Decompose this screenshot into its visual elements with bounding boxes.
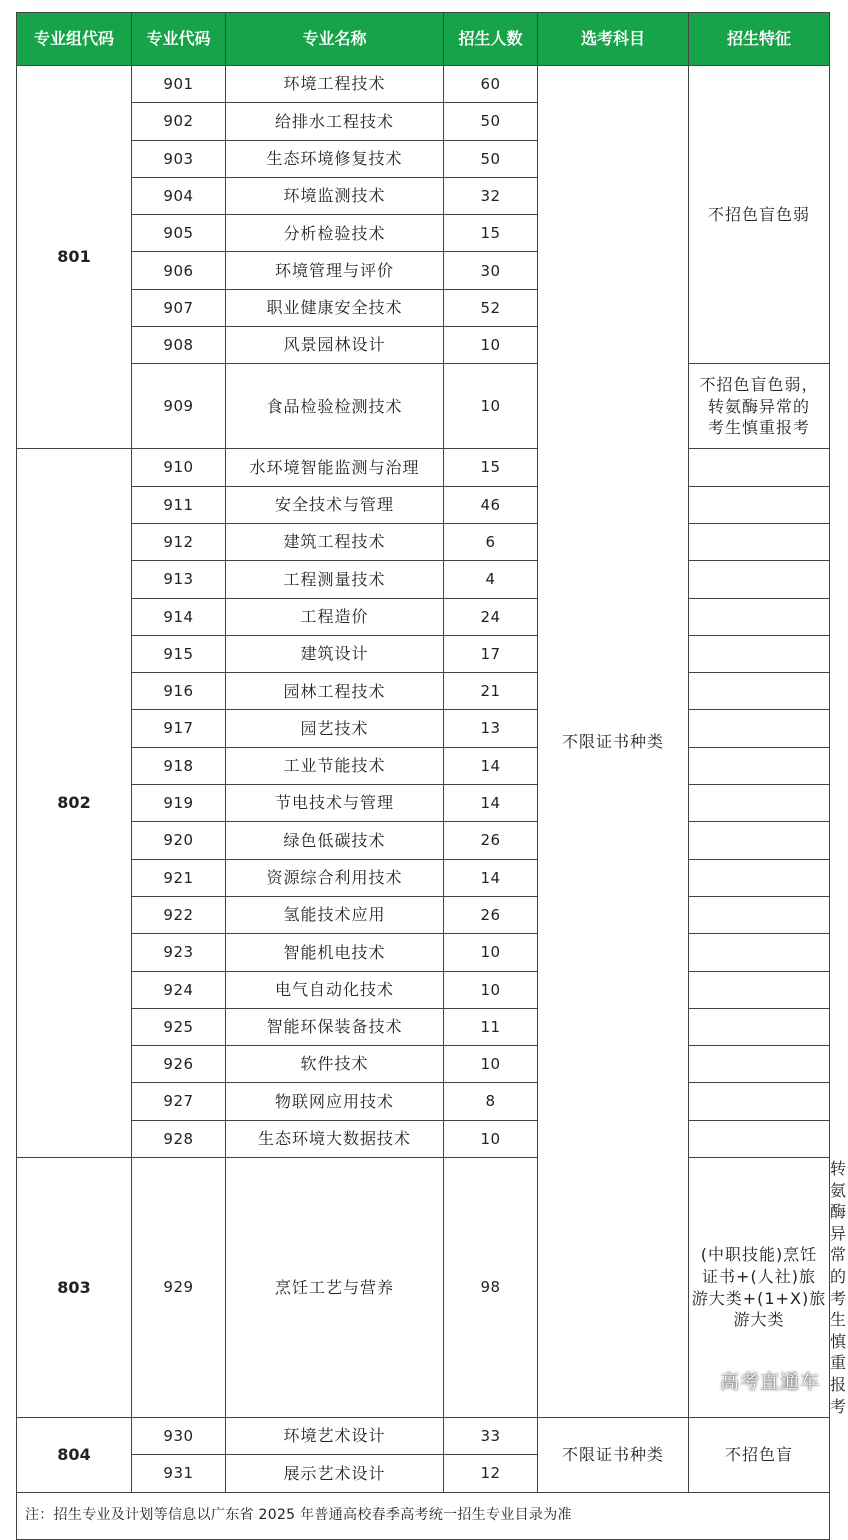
feature-804: 不招色盲	[689, 1418, 830, 1493]
major-name: 建筑工程技术	[226, 523, 444, 560]
feature-empty	[689, 785, 830, 822]
enrollment-count: 8	[444, 1083, 538, 1120]
major-code: 908	[132, 327, 226, 364]
table-row	[17, 747, 830, 784]
major-name: 资源综合利用技术	[226, 859, 444, 896]
enrollment-count: 6	[444, 523, 538, 560]
table-header-row	[17, 13, 830, 66]
major-code: 923	[132, 934, 226, 971]
enrollment-count: 13	[444, 710, 538, 747]
major-code: 906	[132, 252, 226, 289]
table-row	[17, 561, 830, 598]
feature-line: 不招色盲色弱，	[699, 374, 819, 394]
major-code: 922	[132, 896, 226, 933]
enrollment-count: 24	[444, 598, 538, 635]
feature-colorblind: 不招色盲色弱	[689, 66, 830, 364]
group-code-801: 801	[17, 66, 132, 449]
major-code: 930	[132, 1418, 226, 1455]
subject-line: 证书+(人社)旅	[702, 1266, 816, 1286]
major-code: 905	[132, 215, 226, 252]
table-row	[17, 1008, 830, 1045]
major-code: 902	[132, 103, 226, 140]
major-code: 925	[132, 1008, 226, 1045]
table-row	[17, 364, 830, 449]
table-row	[17, 785, 830, 822]
table-row	[17, 486, 830, 523]
major-code: 904	[132, 177, 226, 214]
major-name: 电气自动化技术	[226, 971, 444, 1008]
enrollment-count: 30	[444, 252, 538, 289]
feature-empty	[689, 859, 830, 896]
major-name: 职业健康安全技术	[226, 289, 444, 326]
major-code: 909	[132, 364, 226, 449]
major-name: 环境监测技术	[226, 177, 444, 214]
watermark-text: 高考直通车	[719, 1371, 820, 1393]
table-row: 803 929 烹饪工艺与营养 98 (中职技能)烹饪 证书+(人社)旅 游大类+(1+X)旅 游大类 转氨酶异常的 考生慎重报考	[17, 1158, 830, 1418]
table-row	[17, 1120, 830, 1157]
feature-empty	[689, 934, 830, 971]
major-code: 926	[132, 1046, 226, 1083]
major-code: 912	[132, 523, 226, 560]
feature-empty	[689, 896, 830, 933]
major-name: 给排水工程技术	[226, 103, 444, 140]
feature-empty	[689, 1046, 830, 1083]
group-code-802: 802	[17, 449, 132, 1158]
subjects-unlimited: 不限证书种类	[538, 66, 689, 1418]
header-enrollment: 招生人数	[444, 13, 538, 66]
enrollment-count: 60	[444, 66, 538, 103]
feature-empty	[689, 710, 830, 747]
enrollment-count: 26	[444, 822, 538, 859]
enrollment-count: 14	[444, 859, 538, 896]
feature-empty	[689, 1083, 830, 1120]
major-code: 913	[132, 561, 226, 598]
enrollment-count: 32	[444, 177, 538, 214]
enrollment-count: 21	[444, 673, 538, 710]
enrollment-count: 50	[444, 103, 538, 140]
enrollment-count: 14	[444, 747, 538, 784]
feature-empty	[689, 635, 830, 672]
major-name: 生态环境修复技术	[226, 140, 444, 177]
major-code: 921	[132, 859, 226, 896]
table-row	[17, 1083, 830, 1120]
feature-empty	[689, 598, 830, 635]
subjects-804: 不限证书种类	[538, 1418, 689, 1493]
table-row	[17, 598, 830, 635]
feature-empty	[689, 822, 830, 859]
major-name: 风景园林设计	[226, 327, 444, 364]
table-row	[17, 971, 830, 1008]
major-code: 916	[132, 673, 226, 710]
major-code: 924	[132, 971, 226, 1008]
table-row	[17, 66, 830, 103]
major-name: 环境艺术设计	[226, 1418, 444, 1455]
subject-line: 游大类+(1+X)旅	[691, 1288, 827, 1308]
group-code-804: 804	[17, 1418, 132, 1493]
note-row	[17, 1492, 830, 1539]
table-row	[17, 1046, 830, 1083]
enrollment-count: 17	[444, 635, 538, 672]
group-code-803: 803	[17, 1158, 132, 1418]
major-name: 水环境智能监测与治理	[226, 449, 444, 486]
major-code: 915	[132, 635, 226, 672]
table-row	[17, 1418, 830, 1455]
feature-empty	[689, 673, 830, 710]
enrollment-count: 10	[444, 1046, 538, 1083]
major-name: 工程造价	[226, 598, 444, 635]
enrollment-count: 15	[444, 449, 538, 486]
major-code: 901	[132, 66, 226, 103]
enrollment-count: 12	[444, 1455, 538, 1492]
major-name: 智能环保装备技术	[226, 1008, 444, 1045]
major-name: 园艺技术	[226, 710, 444, 747]
major-name: 建筑设计	[226, 635, 444, 672]
enrollment-count: 52	[444, 289, 538, 326]
major-name: 氢能技术应用	[226, 896, 444, 933]
major-name: 分析检验技术	[226, 215, 444, 252]
admission-table-container	[16, 12, 848, 1540]
major-code: 931	[132, 1455, 226, 1492]
table-row	[17, 859, 830, 896]
enrollment-count: 46	[444, 486, 538, 523]
major-name: 生态环境大数据技术	[226, 1120, 444, 1157]
major-name: 食品检验检测技术	[226, 364, 444, 449]
table-row	[17, 635, 830, 672]
feature-empty	[689, 971, 830, 1008]
header-major-code: 专业代码	[132, 13, 226, 66]
feature-line: 考生慎重报考	[707, 418, 810, 438]
enrollment-count: 10	[444, 1120, 538, 1157]
feature-empty	[689, 449, 830, 486]
enrollment-count: 10	[444, 934, 538, 971]
subject-line: 游大类	[733, 1310, 785, 1330]
major-code: 928	[132, 1120, 226, 1157]
major-name: 环境管理与评价	[226, 252, 444, 289]
enrollment-count: 33	[444, 1418, 538, 1455]
major-code: 907	[132, 289, 226, 326]
enrollment-count: 10	[444, 327, 538, 364]
feature-empty	[689, 523, 830, 560]
major-code: 920	[132, 822, 226, 859]
major-name: 智能机电技术	[226, 934, 444, 971]
enrollment-count: 11	[444, 1008, 538, 1045]
enrollment-count: 26	[444, 896, 538, 933]
feature-empty	[689, 1008, 830, 1045]
major-code: 917	[132, 710, 226, 747]
enrollment-count: 10	[444, 971, 538, 1008]
enrollment-count: 98	[444, 1158, 538, 1418]
header-subjects: 选考科目	[538, 13, 689, 66]
header-major-name: 专业名称	[226, 13, 444, 66]
major-name: 软件技术	[226, 1046, 444, 1083]
major-name: 烹饪工艺与营养	[226, 1158, 444, 1418]
table-row	[17, 934, 830, 971]
table-row	[17, 673, 830, 710]
major-name: 园林工程技术	[226, 673, 444, 710]
table-row	[17, 449, 830, 486]
major-name: 安全技术与管理	[226, 486, 444, 523]
major-code: 910	[132, 449, 226, 486]
major-code: 903	[132, 140, 226, 177]
major-code: 929	[132, 1158, 226, 1418]
enrollment-count: 10	[444, 364, 538, 449]
footnote: 注：招生专业及计划等信息以广东省 2025 年普通高校春季高考统一招生专业目录为准	[17, 1492, 830, 1539]
admission-plan-table	[16, 12, 848, 1540]
table-row	[17, 710, 830, 747]
subject-line: (中职技能)烹饪	[700, 1245, 818, 1265]
feature-empty	[689, 1120, 830, 1157]
major-code: 911	[132, 486, 226, 523]
major-name: 物联网应用技术	[226, 1083, 444, 1120]
major-name: 节电技术与管理	[226, 785, 444, 822]
header-group-code: 专业组代码	[17, 13, 132, 66]
feature-909	[689, 364, 830, 449]
enrollment-count: 15	[444, 215, 538, 252]
major-name: 绿色低碳技术	[226, 822, 444, 859]
major-name: 环境工程技术	[226, 66, 444, 103]
major-code: 914	[132, 598, 226, 635]
major-name: 工业节能技术	[226, 747, 444, 784]
feature-empty	[689, 486, 830, 523]
table-row	[17, 896, 830, 933]
enrollment-count: 14	[444, 785, 538, 822]
header-features: 招生特征	[689, 13, 830, 66]
major-name: 展示艺术设计	[226, 1455, 444, 1492]
feature-empty	[689, 747, 830, 784]
feature-empty	[689, 561, 830, 598]
major-name: 工程测量技术	[226, 561, 444, 598]
major-code: 927	[132, 1083, 226, 1120]
table-row	[17, 523, 830, 560]
major-code: 919	[132, 785, 226, 822]
feature-line: 转氨酶异常的	[707, 396, 810, 416]
enrollment-count: 50	[444, 140, 538, 177]
table-row	[17, 822, 830, 859]
enrollment-count: 4	[444, 561, 538, 598]
major-code: 918	[132, 747, 226, 784]
